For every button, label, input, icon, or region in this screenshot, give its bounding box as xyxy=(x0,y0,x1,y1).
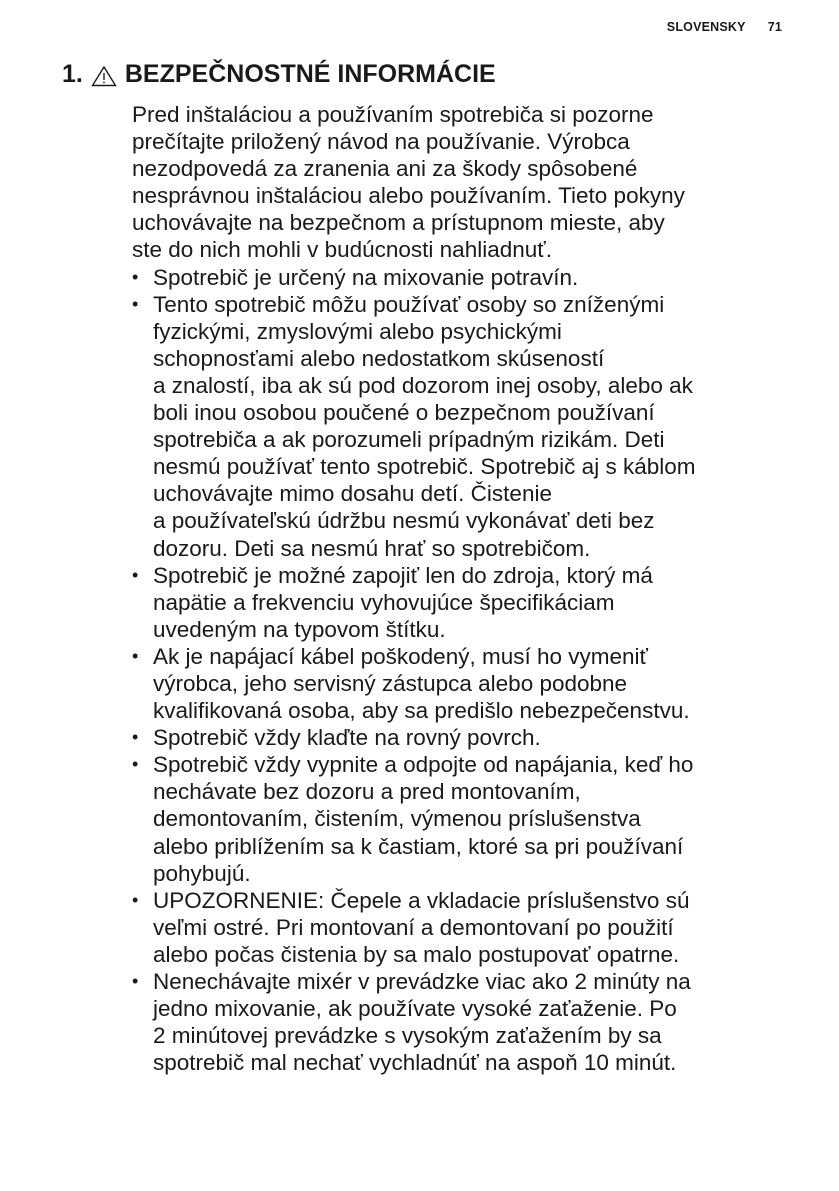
list-item-text: Tento spotrebič môžu používať osoby so zníženými fyzickými, zmyslovými alebo psychickými schopnosťami alebo nedostatkom skúseností a znalostí, iba ak sú pod dozorom inej osoby, alebo ak boli inou osobou poučené o bezpečnom používaní spotrebiča a ak porozumeli prípadným rizikám. Deti nesmú používať tento spotrebič. Spotrebič aj s káblom uchovávajte mimo dosahu detí. Čistenie a používateľskú údržbu nesmú vykonávať deti bez dozoru. Deti sa nesmú hrať so spotrebičom. xyxy=(153,291,696,561)
list-item-text: UPOZORNENIE: Čepele a vkladacie príslušenstvo sú veľmi ostré. Pri montovaní a demontovaní po použití alebo počas čistenia by sa malo postupovať opatrne. xyxy=(153,887,690,967)
list-item xyxy=(132,291,792,562)
warning-triangle-icon xyxy=(91,65,117,87)
safety-list xyxy=(132,264,792,1077)
bullet-icon: • xyxy=(132,266,139,287)
bullet-icon: • xyxy=(132,564,139,585)
intro-paragraph: Pred inštaláciou a používaním spotrebiča si pozorne prečítajte priložený návod na používanie. Výrobca nezodpovedá za zranenia ani za škody spôsobené nesprávnou inštaláciou alebo používaním. Tieto pokyny uchovávajte na bezpečnom a prístupnom mieste, aby ste do nich mohli v budúcnosti nahliadnuť. xyxy=(132,102,685,263)
list-item-text: Spotrebič je možné zapojiť len do zdroja, ktorý má napätie a frekvenciu vyhovujúce špecifikáciam uvedeným na typovom štítku. xyxy=(153,562,653,642)
list-item xyxy=(132,968,792,1076)
bullet-icon: • xyxy=(132,971,139,991)
section-title xyxy=(62,60,496,89)
list-item xyxy=(132,562,792,643)
list-item xyxy=(132,264,792,291)
bullet-icon: • xyxy=(132,754,139,775)
section-number: 1. xyxy=(62,60,83,88)
bullet-icon: • xyxy=(132,727,139,748)
list-item xyxy=(132,887,792,968)
list-item-text: Nenechávajte mixér v prevádzke viac ako 2 minúty na jedno mixovanie, ak používate vysoké zaťaženie. Po 2 minútovej prevádzke s vysokým zaťažením by sa spotrebič mal nechať vychladnúť na aspoň 10 minút. xyxy=(153,969,691,1076)
bullet-icon: • xyxy=(132,293,139,314)
list-item-text: Spotrebič je určený na mixovanie potravín. xyxy=(153,264,579,290)
list-item-text: Ak je napájací kábel poškodený, musí ho vymeniť výrobca, jeho servisný zástupca alebo podobne kvalifikovaná osoba, aby sa predišlo nebezpečenstvu. xyxy=(153,643,690,724)
safety-content xyxy=(132,101,792,1076)
list-item xyxy=(132,724,792,751)
page-header xyxy=(667,20,782,34)
list-item xyxy=(132,643,792,724)
section-title-text: BEZPEČNOSTNÉ INFORMÁCIE xyxy=(124,60,496,88)
bullet-icon: • xyxy=(132,645,139,666)
page-number: 71 xyxy=(767,20,782,34)
list-item-text: Spotrebič vždy klaďte na rovný povrch. xyxy=(153,725,541,751)
header-language: SLOVENSKY xyxy=(666,20,746,34)
list-item xyxy=(132,751,792,886)
list-item-text: Spotrebič vždy vypnite a odpojte od napájania, keď ho nechávate bez dozoru a pred montovaním, demontovaním, čistením, výmenou príslušenstva alebo priblížením sa k častiam, ktoré sa pri používaní pohybujú. xyxy=(153,752,694,886)
bullet-icon: • xyxy=(132,889,139,910)
